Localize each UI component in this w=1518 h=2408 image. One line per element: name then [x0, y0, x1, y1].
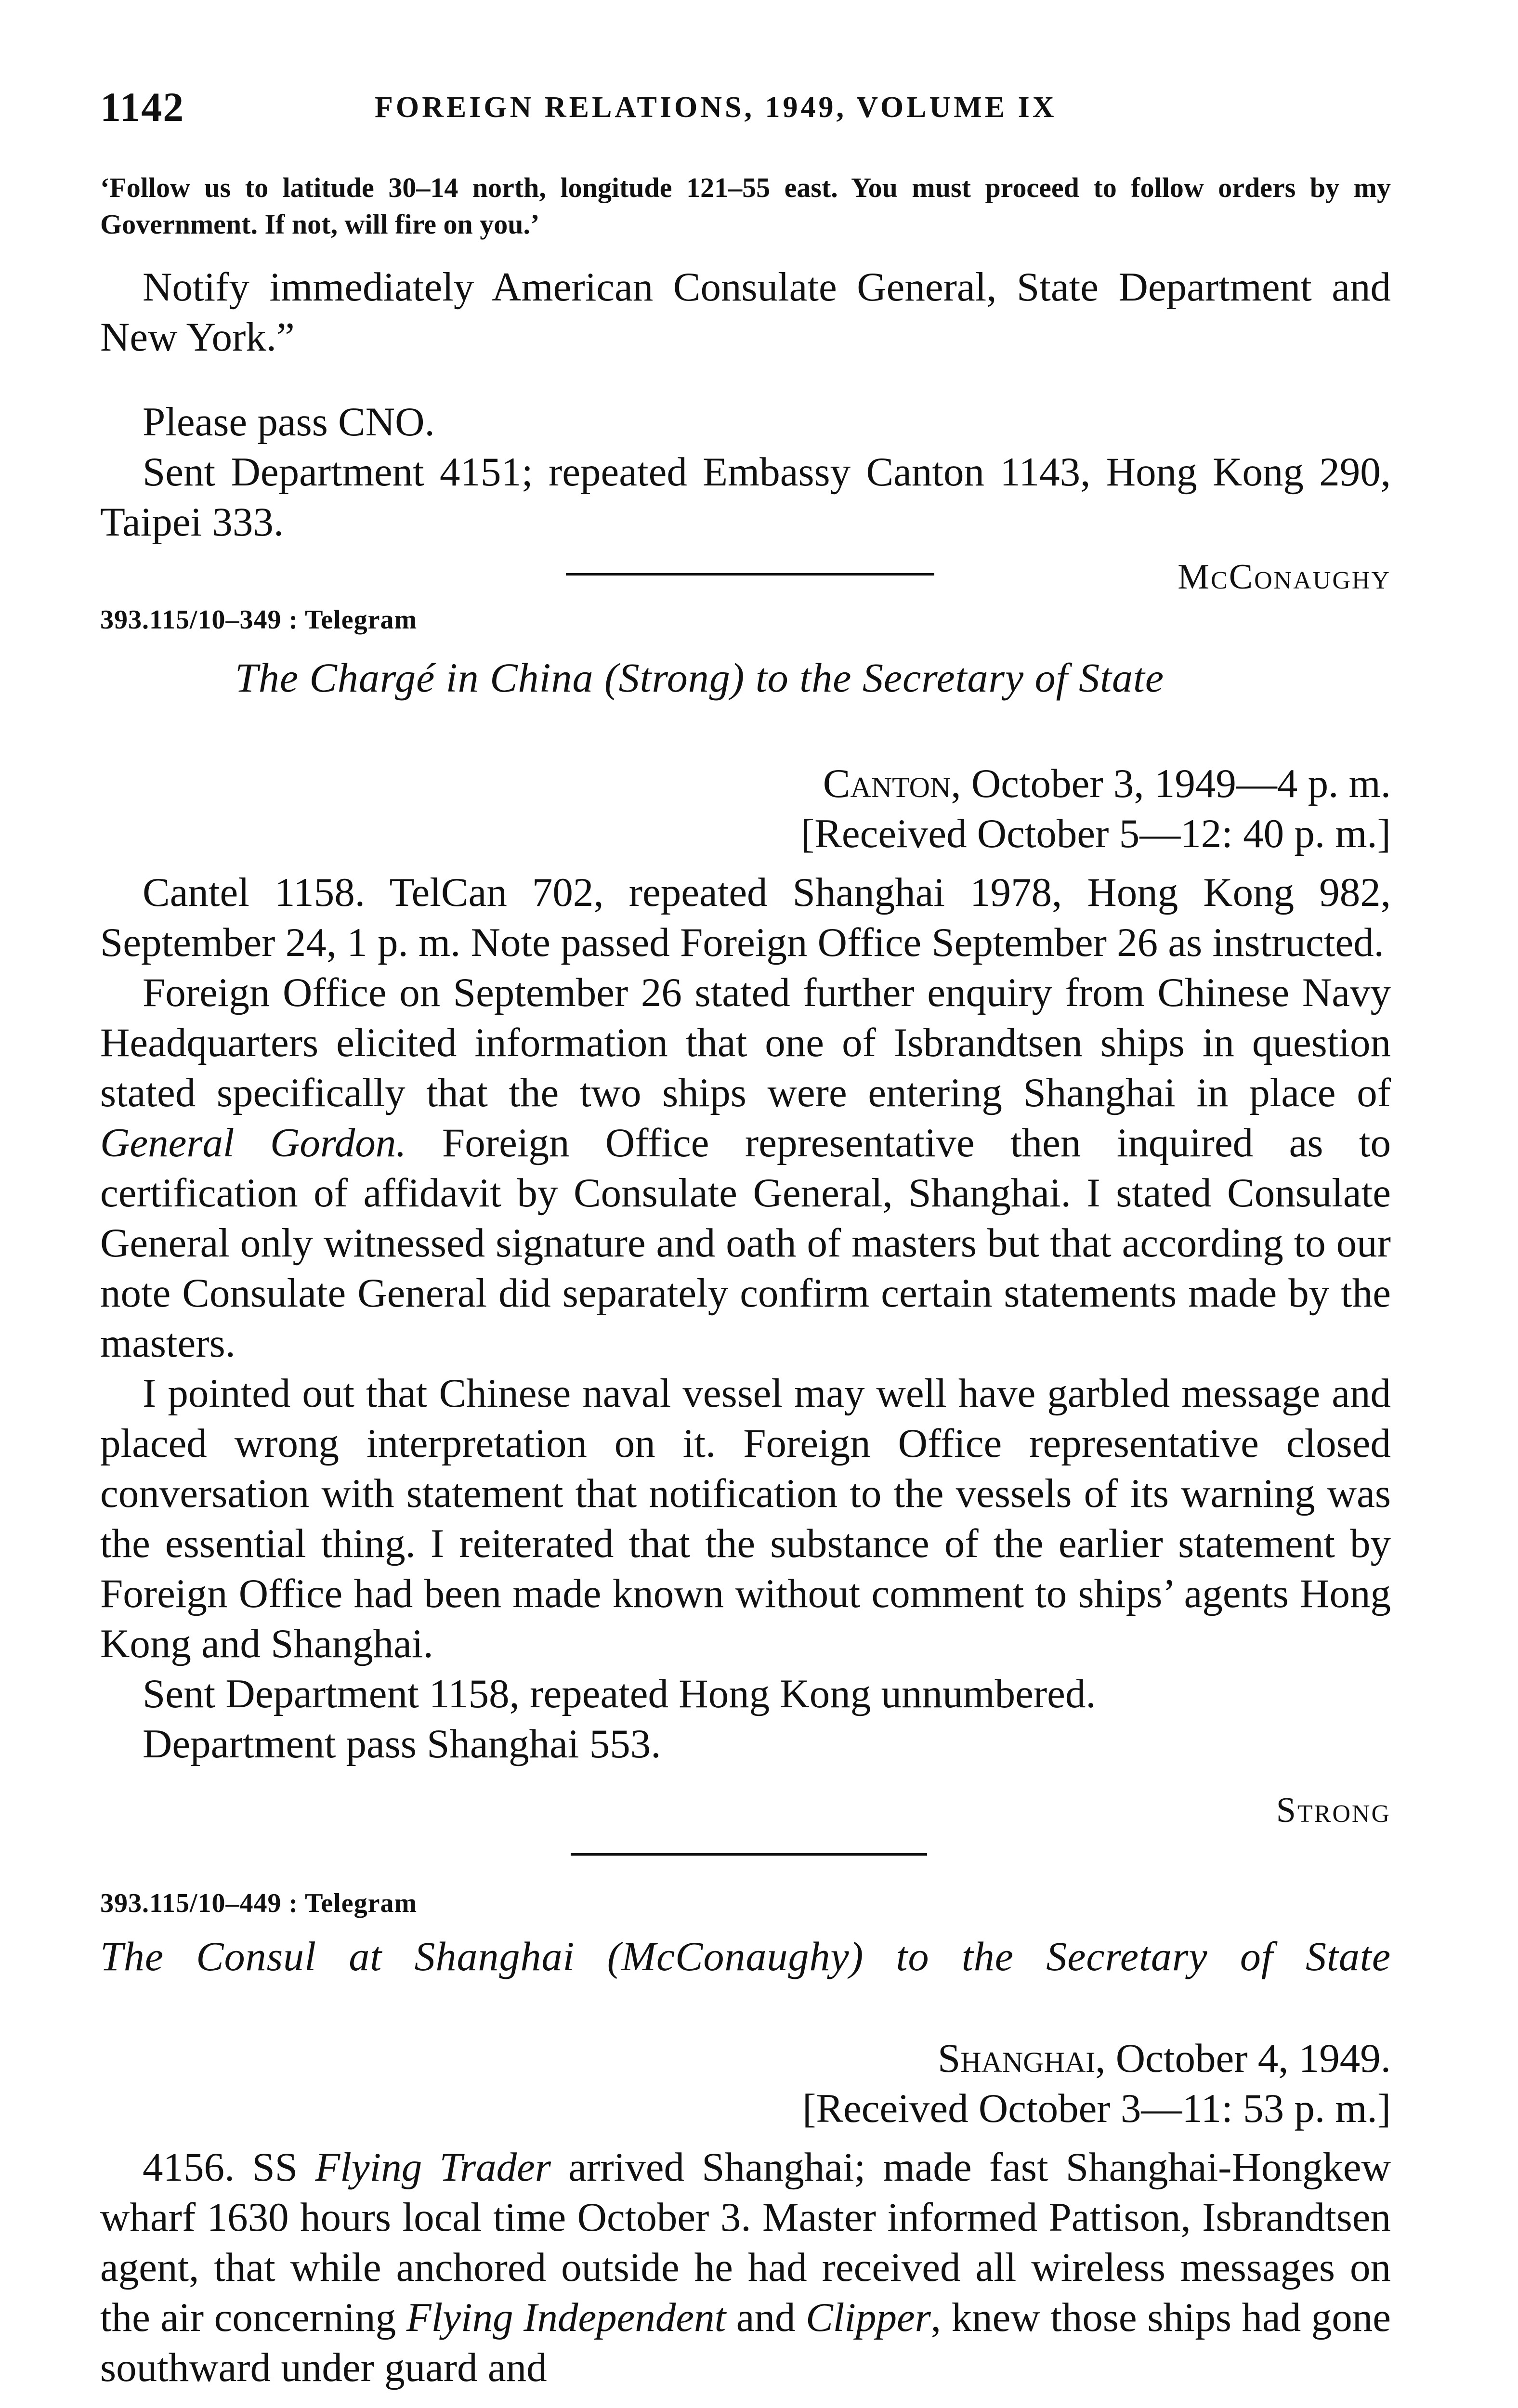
telegram-shanghai: [100, 1888, 1391, 2393]
text: Foreign Office on September 26 stated further enquiry from Chinese Navy Headquarters elicited information that one of Isbrandtsen ships in question stated specifically that the two ships were entering Shanghai in place of: [100, 970, 1391, 1115]
date: October 3, 1949—4 p. m.: [961, 761, 1391, 806]
text: 4156. SS: [143, 2145, 315, 2190]
place: Shanghai,: [938, 2036, 1106, 2081]
paragraph: Department pass Shanghai 553.: [143, 1721, 661, 1767]
paragraph: Sent Department 4151; repeated Embassy Canton 1143, Hong Kong 290, Taipei 333.: [100, 449, 1391, 545]
file-number: 393.115/10–349 : Telegram: [100, 605, 418, 635]
section-divider: [566, 573, 934, 576]
continued-telegram: [100, 170, 1391, 598]
ship-name: Flying Independent: [406, 2295, 726, 2340]
ship-name: Flying Trader: [315, 2145, 551, 2190]
paragraph: [100, 968, 1391, 1368]
ship-name: Clipper: [806, 2295, 931, 2340]
page-number: 1142: [100, 84, 185, 130]
ship-name: General Gordon.: [100, 1120, 406, 1165]
place-date: [100, 759, 1391, 809]
paragraph: Cantel 1158. TelCan 702, repeated Shanghai 1978, Hong Kong 982, September 24, 1 p. m. Note passed Foreign Office September 26 as instructed.: [100, 870, 1391, 965]
received-line: [Received October 5—12: 40 p. m.]: [800, 811, 1391, 856]
file-number: 393.115/10–449 : Telegram: [100, 1888, 418, 1918]
text: and: [726, 2295, 806, 2340]
paragraph: I pointed out that Chinese naval vessel may well have garbled message and placed wrong interpretation on it. Foreign Office representative closed conversation with statement that notification to the vessels of its warning was the essential thing. I reiterated that the substance of the earlier statement by Foreign Office had been made known without comment to ships’ agents Hong Kong and Shanghai.: [100, 1371, 1391, 1666]
text: Foreign Office representative then inquired as to certification of affidavit by Consulate General, Shanghai. I stated Consulate General only witnessed signature and oath of masters but that according to our note Consulate General did separately confirm certain statements made by the masters.: [100, 1120, 1391, 1366]
text: , knew those ships had gone southward under guard and: [100, 2295, 1391, 2390]
place: Canton,: [823, 761, 961, 806]
telegram-canton: [100, 604, 1391, 1831]
date: October 4, 1949.: [1105, 2036, 1391, 2081]
place-date: [100, 2033, 1391, 2083]
signature: McConaughy: [1178, 557, 1391, 597]
page-header: [100, 83, 1391, 136]
paragraph: Notify immediately American Consulate General, State Department and New York.”: [100, 264, 1391, 360]
received-line: [Received October 3—11: 53 p. m.]: [802, 2086, 1391, 2131]
paragraph: Sent Department 1158, repeated Hong Kong unnumbered.: [143, 1671, 1096, 1716]
running-title: FOREIGN RELATIONS, 1949, VOLUME IX: [375, 91, 1057, 124]
quoted-warning: ‘Follow us to latitude 30–14 north, longitude 121–55 east. You must proceed to follow orders by my Government. If not, will fire on you.’: [100, 172, 1391, 240]
document-title: The Chargé in China (Strong) to the Secretary of State: [235, 654, 1165, 701]
signature: Strong: [1276, 1791, 1391, 1830]
paragraph: [100, 2142, 1391, 2393]
text: arrived Shanghai; made fast Shanghai-Hongkew wharf 1630 hours local time October 3. Master informed Pattison, Isbrandtsen agent, that while anchored outside he had received all wireless messages on the air concerning: [100, 2145, 1391, 2340]
section-divider: [571, 1853, 927, 1856]
document-title: The Consul at Shanghai (McConaughy) to the Secretary of State: [100, 1933, 1391, 1979]
paragraph: Please pass CNO.: [143, 399, 435, 445]
